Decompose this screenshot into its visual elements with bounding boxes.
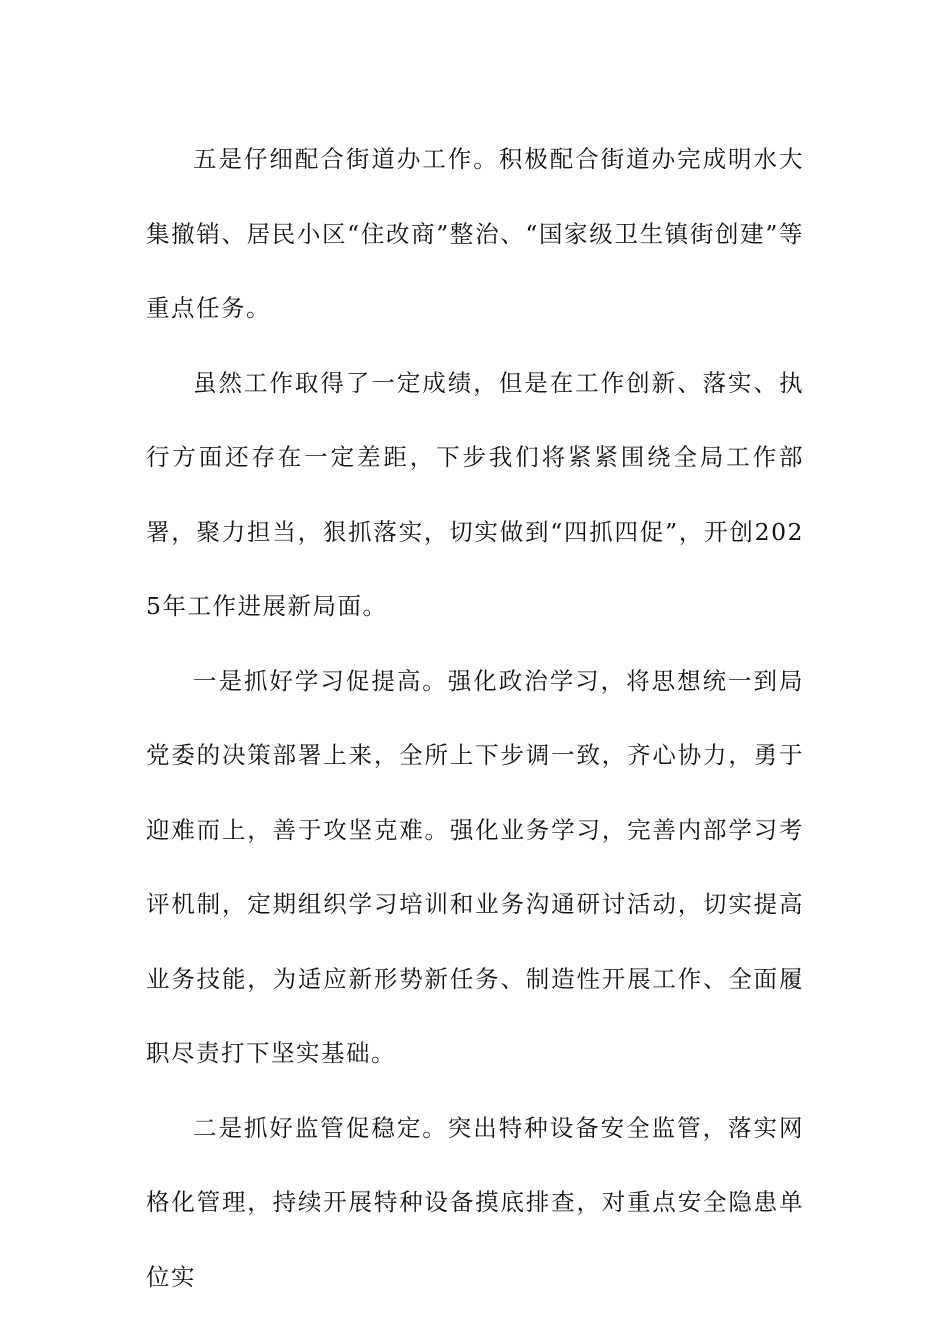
document-body (146, 122, 804, 1314)
paragraph-1: 五是仔细配合街道办工作。积极配合街道办完成明水大集撤销、居民小区“住改商”整治、“国家级卫生镇街创建”等重点任务。 (146, 145, 804, 322)
paragraph-4: 二是抓好监管促稳定。突出特种设备安全监管，落实网格化管理，持续开展特种设备摸底排查，对重点安全隐患单位实 (146, 1113, 804, 1291)
paragraph-2: 虽然工作取得了一定成绩，但是在工作创新、落实、执行方面还存在一定差距，下步我们将紧紧围绕全局工作部署，聚力担当，狠抓落实，切实做到“四抓四促”，开创2025年工作进展新局面。 (146, 368, 804, 620)
paragraph-3: 一是抓好学习促提高。强化政治学习，将思想统一到局党委的决策部署上来，全所上下步调一致，齐心协力，勇于迎难而上，善于攻坚克难。强化业务学习，完善内部学习考评机制，定期组织学习培训和业务沟通研讨活动，切实提高业务技能，为适应新形势新任务、制造性开展工作、全面履职尽责打下坚实基础。 (146, 666, 804, 1067)
